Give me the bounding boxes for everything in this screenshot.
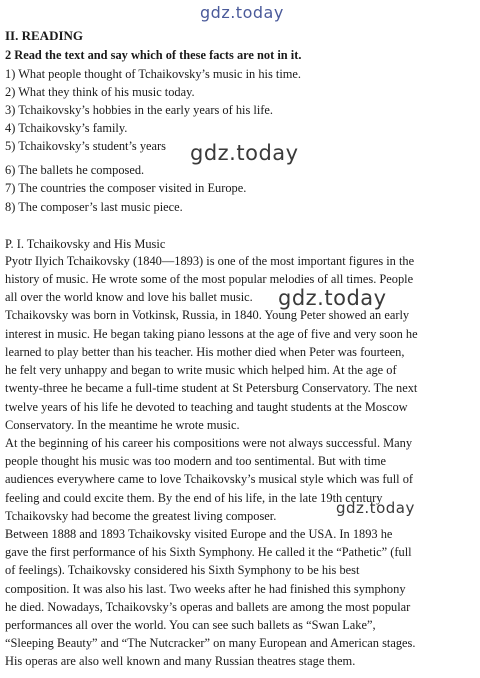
article-line: At the beginning of his career his compositions were not always successful. Many: [5, 436, 413, 450]
article-line: all over the world know and love his ballet music.: [5, 290, 253, 304]
task-instruction: 2 Read the text and say which of these facts are not in it.: [5, 48, 302, 62]
article-line: composition. It was also his last. Two weeks after he had finished this symphony: [5, 582, 406, 596]
fact-item: 4) Tchaikovsky’s family.: [5, 121, 128, 135]
article-line: interest in music. He began taking piano lessons at the age of five and very soon he: [5, 327, 418, 341]
fact-item: 6) The ballets he composed.: [5, 163, 145, 177]
fact-item: 1) What people thought of Tchaikovsky’s music in his time.: [5, 67, 302, 81]
article-line: Between 1888 and 1893 Tchaikovsky visited Europe and the USA. In 1893 he: [5, 527, 393, 541]
article-line: of feelings). Tchaikovsky considered his Sixth Symphony to be his best: [5, 563, 360, 577]
article-line: His operas are also well known and many Russian theatres stage them.: [5, 654, 356, 668]
article-line: feeling and could excite them. By the end of his life, in the late 19th century: [5, 491, 383, 505]
article-line: twenty-three he became a full-time student at St Petersburg Conservatory. The next: [5, 381, 418, 395]
fact-item: 3) Tchaikovsky’s hobbies in the early years of his life.: [5, 103, 273, 117]
article-line: people thought his music was too modern and too sentimental. But with time: [5, 454, 386, 468]
article-line: “Sleeping Beauty” and “The Nutcracker” on many European and American stages.: [5, 636, 416, 650]
watermark: gdz.today: [336, 499, 415, 517]
article-line: gave the first performance of his Sixth Symphony. He called it the “Pathetic” (full: [5, 545, 412, 559]
section-heading: II. READING: [5, 28, 84, 43]
article-line: performances all over the world. You can see such ballets as “Swan Lake”,: [5, 618, 376, 632]
article-line: audiences everywhere came to love Tchaikovsky’s musical style which was full of: [5, 472, 414, 486]
article-line: learned to play better than his teacher. His mother died when Peter was fourteen,: [5, 345, 405, 359]
watermark: gdz.today: [278, 286, 387, 310]
fact-item: 7) The countries the composer visited in Europe.: [5, 181, 247, 195]
article-line: he felt very unhappy and began to write music which helped him. At the age of: [5, 363, 397, 377]
article-line: twelve years of his life he devoted to teaching and taught students at the Moscow: [5, 400, 408, 414]
fact-item: 5) Tchaikovsky’s student’s years: [5, 139, 166, 153]
article-line: Tchaikovsky was born in Votkinsk, Russia, in 1840. Young Peter showed an early: [5, 308, 410, 322]
fact-item: 2) What they think of his music today.: [5, 85, 195, 99]
article-line: history of music. He wrote some of the most popular melodies of all times. People: [5, 272, 414, 286]
watermark: gdz.today: [200, 3, 284, 22]
article-line: Conservatory. In the meantime he wrote music.: [5, 418, 240, 432]
watermark: gdz.today: [190, 141, 299, 165]
article-title: P. I. Tchaikovsky and His Music: [5, 237, 166, 251]
article-line: he died. Nowadays, Tchaikovsky’s operas and ballets are among the most popular: [5, 600, 411, 614]
article-line: Pyotr Ilyich Tchaikovsky (1840—1893) is one of the most important figures in the: [5, 254, 415, 268]
fact-item: 8) The composer’s last music piece.: [5, 200, 183, 214]
article-line: Tchaikovsky had become the greatest living composer.: [5, 509, 277, 523]
